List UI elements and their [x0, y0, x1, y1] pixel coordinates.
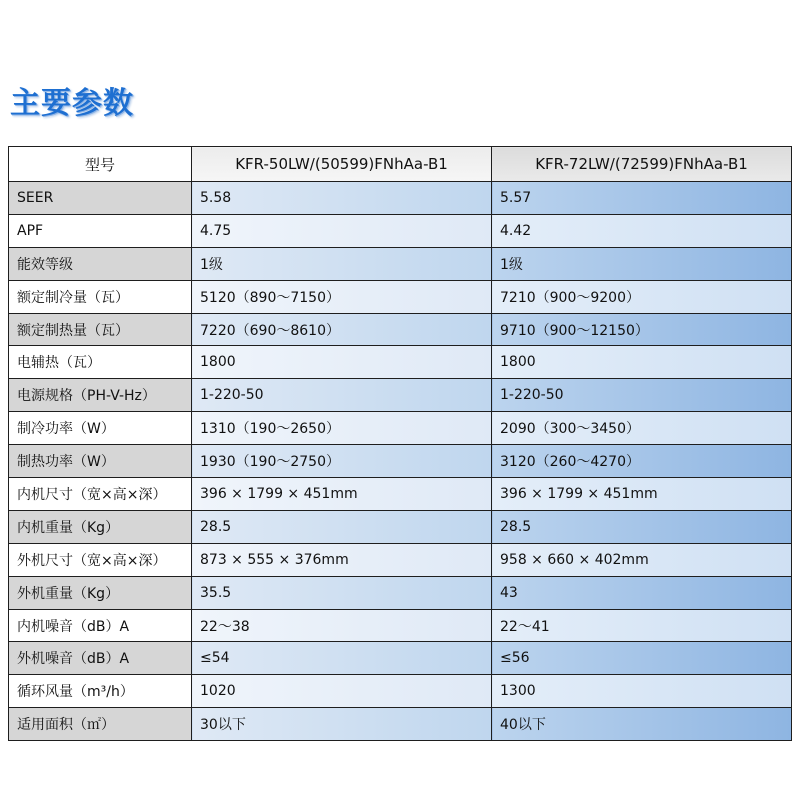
header-model-1: KFR-50LW/(50599)FNhAa-B1 [192, 147, 492, 182]
row-label-cell: 内机尺寸（宽×高×深） [9, 478, 192, 511]
spec-table-body [9, 182, 792, 741]
row-value-model-1: 5.58 [192, 182, 492, 215]
row-label-cell: 电辅热（瓦） [9, 346, 192, 379]
row-value-model-1: 28.5 [192, 510, 492, 543]
table-row [9, 609, 792, 642]
row-label-cell: 额定制冷量（瓦） [9, 280, 192, 313]
table-row [9, 379, 792, 412]
row-label-cell: 外机噪音（dB）A [9, 642, 192, 675]
table-row [9, 313, 792, 346]
row-label-cell: 适用面积（㎡） [9, 708, 192, 741]
header-label-cell: 型号 [9, 147, 192, 182]
row-label-cell: 额定制热量（瓦） [9, 313, 192, 346]
table-row [9, 576, 792, 609]
row-label-cell: 循环风量（m³/h） [9, 675, 192, 708]
row-value-model-2: 9710（900～12150） [492, 313, 792, 346]
row-value-model-2: 1-220-50 [492, 379, 792, 412]
row-label-cell: 外机尺寸（宽×高×深） [9, 543, 192, 576]
row-value-model-1: 396 × 1799 × 451mm [192, 478, 492, 511]
row-label-cell: 内机噪音（dB）A [9, 609, 192, 642]
row-value-model-2: 3120（260～4270） [492, 445, 792, 478]
row-label-cell: 电源规格（PH-V-Hz） [9, 379, 192, 412]
row-value-model-1: 22～38 [192, 609, 492, 642]
row-value-model-1: 1级 [192, 247, 492, 280]
row-value-model-2: 5.57 [492, 182, 792, 215]
row-value-model-1: 35.5 [192, 576, 492, 609]
row-value-model-2: 4.42 [492, 214, 792, 247]
row-value-model-2: 1级 [492, 247, 792, 280]
row-value-model-1: 1800 [192, 346, 492, 379]
table-row [9, 708, 792, 741]
table-row [9, 510, 792, 543]
row-label-cell: 能效等级 [9, 247, 192, 280]
row-value-model-2: 43 [492, 576, 792, 609]
row-value-model-1: 873 × 555 × 376mm [192, 543, 492, 576]
table-row [9, 412, 792, 445]
row-value-model-1: 5120（890～7150） [192, 280, 492, 313]
row-value-model-2: 22～41 [492, 609, 792, 642]
row-value-model-1: 1-220-50 [192, 379, 492, 412]
page-title: 主要参数 [10, 86, 134, 121]
table-header-row [9, 147, 792, 182]
row-value-model-1: 1020 [192, 675, 492, 708]
row-value-model-1: 1310（190～2650） [192, 412, 492, 445]
row-value-model-2: 1800 [492, 346, 792, 379]
table-row [9, 642, 792, 675]
spec-table [8, 146, 792, 741]
row-value-model-1: ≤54 [192, 642, 492, 675]
row-value-model-1: 1930（190～2750） [192, 445, 492, 478]
row-label-cell: 内机重量（Kg） [9, 510, 192, 543]
row-value-model-1: 4.75 [192, 214, 492, 247]
table-row [9, 543, 792, 576]
table-row [9, 280, 792, 313]
row-label-cell: SEER [9, 182, 192, 215]
row-label-cell: APF [9, 214, 192, 247]
table-row [9, 346, 792, 379]
table-row [9, 214, 792, 247]
row-label-cell: 制冷功率（W） [9, 412, 192, 445]
row-value-model-1: 30以下 [192, 708, 492, 741]
table-row [9, 182, 792, 215]
row-value-model-1: 7220（690～8610） [192, 313, 492, 346]
row-value-model-2: 958 × 660 × 402mm [492, 543, 792, 576]
header-model-2: KFR-72LW/(72599)FNhAa-B1 [492, 147, 792, 182]
table-row [9, 675, 792, 708]
table-row [9, 445, 792, 478]
row-label-cell: 制热功率（W） [9, 445, 192, 478]
row-value-model-2: 2090（300～3450） [492, 412, 792, 445]
row-value-model-2: 1300 [492, 675, 792, 708]
row-value-model-2: ≤56 [492, 642, 792, 675]
row-value-model-2: 40以下 [492, 708, 792, 741]
row-value-model-2: 396 × 1799 × 451mm [492, 478, 792, 511]
table-row [9, 478, 792, 511]
table-row [9, 247, 792, 280]
row-label-cell: 外机重量（Kg） [9, 576, 192, 609]
row-value-model-2: 7210（900～9200） [492, 280, 792, 313]
row-value-model-2: 28.5 [492, 510, 792, 543]
